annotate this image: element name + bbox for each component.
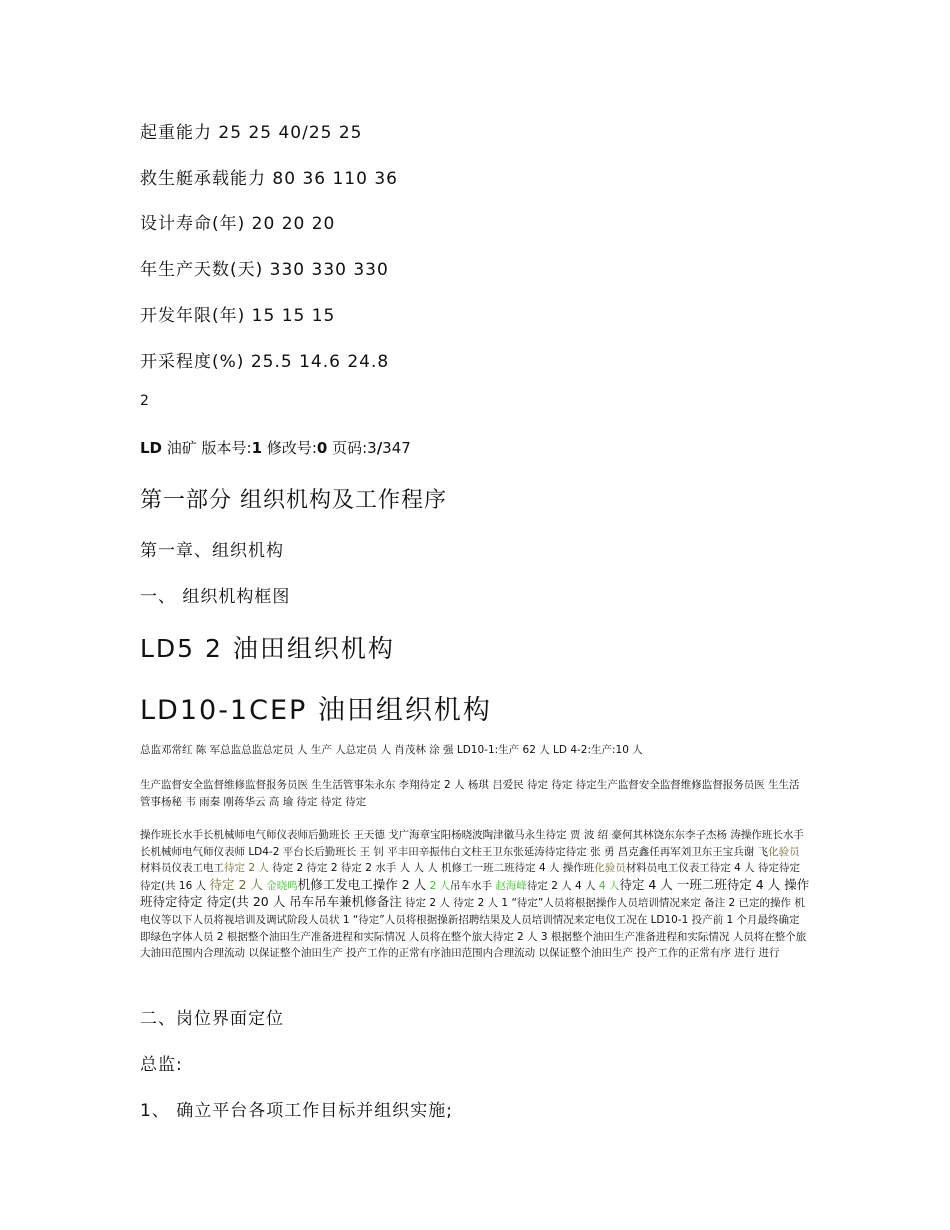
position-interface-heading: 二、岗位界面定位 <box>140 1009 284 1029</box>
director-duty-1: 1、 确立平台各项工作目标并组织实施; <box>140 1101 453 1121</box>
org-chart-text-row1: 总监邓常红 陈 军总监总监总定员 人 生产 人总定员 人 肖茂林 涂 强 LD10-1:生产 62 人 LD 4-2:生产:10 人 <box>140 744 643 756</box>
org-chart-text-block: 操作班长水手长机械师电气师仪表师后勤班长 王天德 戈广海章宝阳杨晓波陶津徽马永生待定 贾 波 绍 豪何其林饶东东李子杰杨 涛操作班长水手长机械师电气师仪表师 LD4-2 平台长后勤班长 王 钊 平丰田辛振伟白文柱王卫东张延涛待定待定 张 勇 昌克鑫任再军刘卫东王宝兵谢 飞化验员材料员仪表工电工待定 2 人 待定 2 待定 2 待定 2 水手 人 人 人 机修工一班二班待定 4 人 操作班化验员材料员电工仪表工待定 4 人 待定待定 待定(共 16 人 待定 2 人 金晓鸣机修工发电工操作 2 人 2 人吊车水手 赵海峰待定 2 人 4 人 4 人待定 4 人 一班二班待定 4 人 操作班待定待定 待定(共 20 人 吊车吊车兼机修备注 待定 2 人 待定 2 人 1 “待定”人员将根据操作人员培训情况来定 备注 2 已定的操作 机电仪等以下人员将视培训及调试阶段人员状 1 “待定”人员将根据操新招聘结果及人员培训情况来定电仪工况在 LD10-1 投产前 1 个月最终确定 即绿色字体人员 2 根据整个油田生产准备进程和实际情况 人员将在整个旅大待定 2 人 3 根据整个油田生产准备进程和实际情况 人员将在整个旅大油田范围内合理流动 以保证整个油田生产 投产工作的正常有序油田范围内合理流动 以保证整个油田生产 投产工作的正常有序 进行 进行 <box>140 829 810 960</box>
org-title-ld5-2: LD5 2 油田组织机构 <box>140 634 395 663</box>
part-heading: 第一部分 组织机构及工作程序 <box>140 488 447 513</box>
org-title-ld10-1cep: LD10-1CEP 油田组织机构 <box>140 695 492 726</box>
chapter-heading: 第一章、组织机构 <box>140 541 284 561</box>
page-number: 2 <box>140 393 149 409</box>
lifeboat-capacity-line: 救生艇承载能力 80 36 110 36 <box>140 169 398 189</box>
org-chart-text-row2: 生产监督安全监督维修监督报务员医 生生活管事朱永东 李翔待定 2 人 杨琪 吕爱民 待定 待定 待定生产监督安全监督维修监督报务员医 生生活管事杨秘 韦 雨秦 刚蒋华云 高 瑜 待定 待定 待定 <box>140 779 800 808</box>
crane-capacity-line: 起重能力 25 25 40/25 25 <box>140 123 363 143</box>
production-days-line: 年生产天数(天) 330 330 330 <box>140 260 389 280</box>
section-heading: 一、 组织机构框图 <box>140 587 291 607</box>
director-label: 总监: <box>140 1055 183 1075</box>
development-years-line: 开发年限(年) 15 15 15 <box>140 306 336 326</box>
recovery-degree-line: 开采程度(%) 25.5 14.6 24.8 <box>140 352 390 372</box>
running-header: LD 油矿 版本号:1 修改号:0 页码:3/347 <box>140 439 411 457</box>
design-life-line: 设计寿命(年) 20 20 20 <box>140 214 336 234</box>
